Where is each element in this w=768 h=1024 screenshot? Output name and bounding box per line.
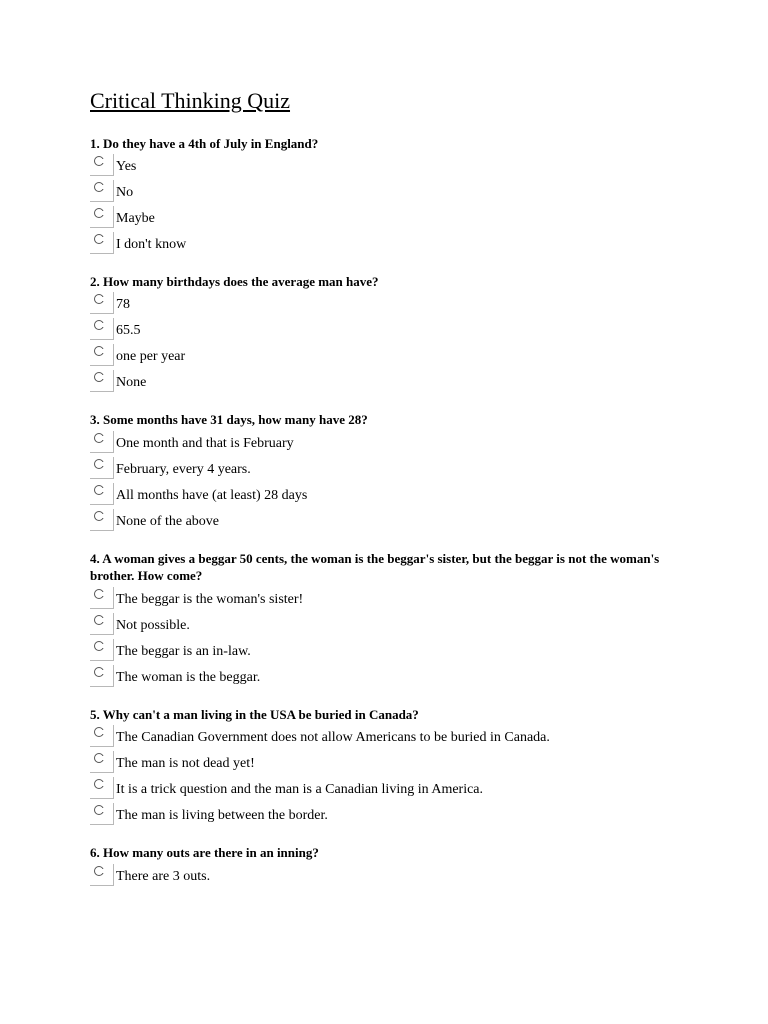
radio-circle-icon — [94, 667, 104, 677]
option-label: Maybe — [116, 211, 155, 226]
option-label: It is a trick question and the man is a Canadian living in America. — [116, 782, 484, 797]
radio-circle-icon — [94, 433, 104, 443]
question-6: 6. How many outs are there in an inning? — [90, 845, 319, 860]
radio-button[interactable] — [90, 370, 114, 392]
radio-circle-icon — [94, 753, 104, 763]
radio-circle-icon — [94, 320, 104, 330]
question-5-option-4[interactable] — [90, 803, 710, 827]
question-2-option-1[interactable] — [90, 292, 710, 316]
question-4-option-4[interactable] — [90, 665, 710, 689]
radio-circle-icon — [94, 779, 104, 789]
question-2-option-2[interactable] — [90, 318, 710, 342]
radio-circle-icon — [94, 156, 104, 166]
radio-button[interactable] — [90, 803, 114, 825]
question-6-option-1[interactable] — [90, 864, 710, 888]
question-2-option-3[interactable] — [90, 344, 710, 368]
option-label: All months have (at least) 28 days — [116, 488, 308, 503]
radio-circle-icon — [94, 234, 104, 244]
option-label: The man is living between the border. — [116, 808, 328, 823]
option-label: I don't know — [116, 237, 187, 252]
question-1-option-4[interactable] — [90, 232, 710, 256]
option-label: Yes — [116, 159, 137, 174]
question-4-option-1[interactable] — [90, 587, 710, 611]
radio-circle-icon — [94, 589, 104, 599]
option-label: Not possible. — [116, 618, 190, 633]
option-label: one per year — [116, 349, 186, 364]
option-label: The Canadian Government does not allow Americans to be buried in Canada. — [116, 730, 550, 745]
radio-button[interactable] — [90, 587, 114, 609]
radio-button[interactable] — [90, 232, 114, 254]
option-label: The beggar is an in-law. — [116, 644, 251, 659]
radio-circle-icon — [94, 182, 104, 192]
radio-circle-icon — [94, 866, 104, 876]
option-label: One month and that is February — [116, 436, 294, 451]
option-label: None of the above — [116, 514, 220, 529]
option-label: The woman is the beggar. — [116, 670, 261, 685]
radio-button[interactable] — [90, 777, 114, 799]
radio-circle-icon — [94, 805, 104, 815]
radio-circle-icon — [94, 346, 104, 356]
question-4-option-3[interactable] — [90, 639, 710, 663]
question-3-option-4[interactable] — [90, 509, 710, 533]
radio-button[interactable] — [90, 751, 114, 773]
option-label: 78 — [116, 297, 130, 312]
radio-button[interactable] — [90, 344, 114, 366]
radio-button[interactable] — [90, 483, 114, 505]
radio-circle-icon — [94, 641, 104, 651]
question-2: 2. How many birthdays does the average man have? — [90, 274, 379, 289]
option-label: The man is not dead yet! — [116, 756, 255, 771]
option-label: There are 3 outs. — [116, 869, 211, 884]
question-5: 5. Why can't a man living in the USA be buried in Canada? — [90, 707, 419, 722]
question-5-option-1[interactable] — [90, 725, 710, 749]
question-3-option-3[interactable] — [90, 483, 710, 507]
option-label: 65.5 — [116, 323, 141, 338]
question-1: 1. Do they have a 4th of July in England? — [90, 136, 319, 151]
question-2-option-4[interactable] — [90, 370, 710, 394]
radio-button[interactable] — [90, 431, 114, 453]
question-1-option-2[interactable] — [90, 180, 710, 204]
radio-button[interactable] — [90, 206, 114, 228]
radio-button[interactable] — [90, 318, 114, 340]
question-4-option-2[interactable] — [90, 613, 710, 637]
radio-button[interactable] — [90, 180, 114, 202]
radio-button[interactable] — [90, 292, 114, 314]
radio-circle-icon — [94, 727, 104, 737]
option-label: The beggar is the woman's sister! — [116, 592, 304, 607]
option-label: February, every 4 years. — [116, 462, 251, 477]
question-4: 4. A woman gives a beggar 50 cents, the woman is the beggar's sister, but the beggar is not the woman's brother. How come? — [90, 551, 660, 583]
radio-circle-icon — [94, 208, 104, 218]
radio-circle-icon — [94, 294, 104, 304]
option-label: No — [116, 185, 134, 200]
question-5-option-3[interactable] — [90, 777, 710, 801]
radio-button[interactable] — [90, 457, 114, 479]
radio-button[interactable] — [90, 509, 114, 531]
radio-circle-icon — [94, 459, 104, 469]
question-1-option-3[interactable] — [90, 206, 710, 230]
radio-button[interactable] — [90, 725, 114, 747]
radio-circle-icon — [94, 485, 104, 495]
question-5-option-2[interactable] — [90, 751, 710, 775]
radio-button[interactable] — [90, 864, 114, 886]
question-1-option-1[interactable] — [90, 154, 710, 178]
question-3-option-2[interactable] — [90, 457, 710, 481]
question-3-option-1[interactable] — [90, 431, 710, 455]
question-3: 3. Some months have 31 days, how many have 28? — [90, 412, 368, 427]
radio-circle-icon — [94, 615, 104, 625]
page-title: Critical Thinking Quiz — [90, 88, 291, 113]
radio-button[interactable] — [90, 665, 114, 687]
radio-button[interactable] — [90, 613, 114, 635]
radio-circle-icon — [94, 372, 104, 382]
radio-button[interactable] — [90, 639, 114, 661]
option-label: None — [116, 375, 147, 390]
radio-button[interactable] — [90, 154, 114, 176]
radio-circle-icon — [94, 511, 104, 521]
